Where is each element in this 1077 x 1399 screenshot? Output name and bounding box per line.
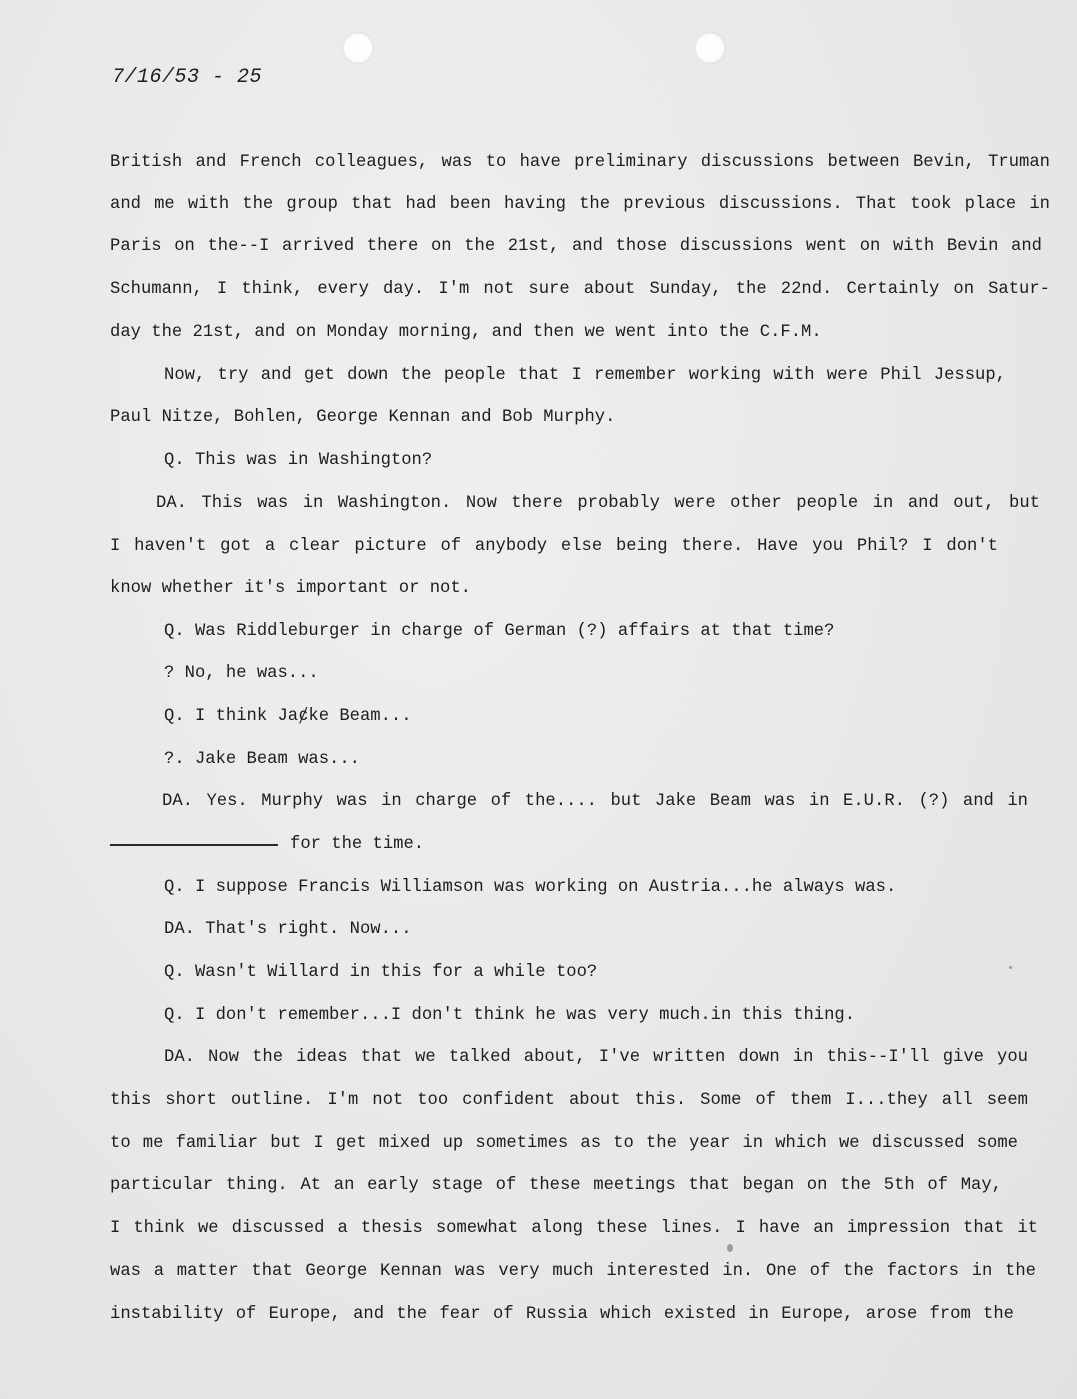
speaker-line: ?. Jake Beam was... (164, 750, 360, 769)
question-line: Q. I think Jaȼke Beam... (164, 707, 412, 726)
question-line: Q. Wasn't Willard in this for a while too? (164, 963, 598, 982)
question-line: Q. This was in Washington? (164, 451, 433, 470)
text-line: this short outline. I'm not too confident about this. Some of them I...they all seem (110, 1091, 1028, 1110)
text-line: Paris on the--I arrived there on the 21st, and those discussions went on with Bevin and (110, 237, 1042, 256)
text-line: instability of Europe, and the fear of Russia which existed in Europe, arose from the (110, 1305, 1014, 1324)
text-line: particular thing. At an early stage of these meetings that began on the 5th of May, (110, 1176, 1002, 1195)
text-line: was a matter that George Kennan was very much interested in. One of the factors in the (110, 1262, 1036, 1281)
question-line: Q. I suppose Francis Williamson was working on Austria...he always was. (164, 878, 897, 897)
text-line: know whether it's important or not. (110, 579, 471, 598)
text-line: I haven't got a clear picture of anybody else being there. Have you Phil? I don't (110, 537, 998, 556)
text-line: British and French colleagues, was to have preliminary discussions between Bevin, Truman (110, 153, 1050, 172)
answer-line: DA. Yes. Murphy was in charge of the.... but Jake Beam was in E.U.R. (?) and in (162, 792, 1028, 811)
answer-line: DA. That's right. Now... (164, 920, 412, 939)
text-line: to me familiar but I get mixed up sometimes as to the year in which we discussed some (110, 1134, 1018, 1153)
answer-line: DA. This was in Washington. Now there probably were other people in and out, but (156, 494, 1040, 513)
text-line: Now, try and get down the people that I remember working with were Phil Jessup, (164, 366, 1006, 385)
question-line: Q. I don't remember...I don't think he was very much.in this thing. (164, 1006, 856, 1025)
text-line: and me with the group that had been having the previous discussions. That took place in (110, 195, 1050, 214)
text-line-with-blank (110, 833, 1050, 857)
text-line: I think we discussed a thesis somewhat along these lines. I have an impression that it (110, 1219, 1038, 1238)
text-line: day the 21st, and on Monday morning, and then we went into the C.F.M. (110, 323, 822, 342)
answer-line: DA. Now the ideas that we talked about, I've written down in this--I'll give you (164, 1048, 1028, 1067)
punch-hole-left (342, 32, 374, 64)
text-fragment: for the time. (290, 835, 425, 854)
page-header: 7/16/53 - 25 (112, 66, 263, 89)
text-line: Schumann, I think, every day. I'm not sure about Sunday, the 22nd. Certainly on Satur- (110, 280, 1050, 299)
punch-hole-right (694, 32, 726, 64)
speaker-line: ? No, he was... (164, 664, 319, 683)
fill-in-blank (110, 844, 278, 846)
ink-speck (727, 1244, 733, 1252)
text-line: Paul Nitze, Bohlen, George Kennan and Bob Murphy. (110, 408, 616, 427)
question-line: Q. Was Riddleburger in charge of German (?) affairs at that time? (164, 622, 835, 641)
